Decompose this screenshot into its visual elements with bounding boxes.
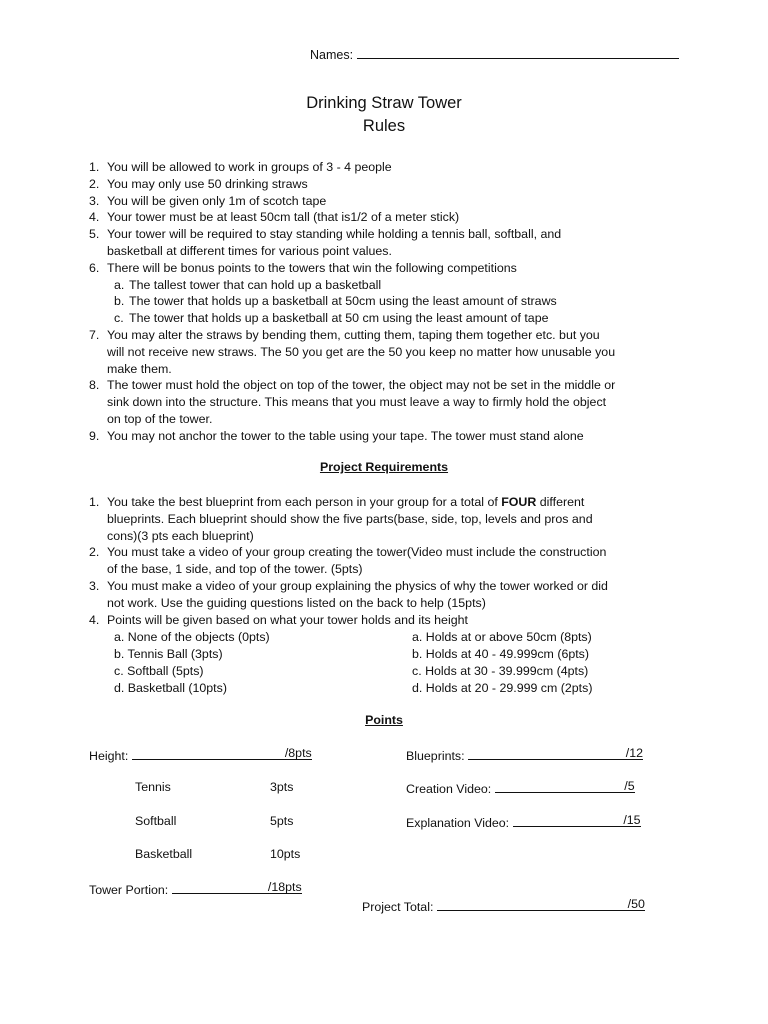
basketball-points: 10pts [270,847,301,861]
tower-portion-max: /18pts [267,880,302,894]
rule-item: 7. You may alter the straws by bending them, cutting them, taping them together etc. but you will not receive new straws. The 50 you get are the 50 you keep no matter how unusable you make them. [89,327,616,376]
height-score-field [89,747,312,763]
requirement-item: 3. You must make a video of your group explaining the physics of why the tower worked or did not work. Use the guiding questions listed on the back to help (15pts) [89,578,608,610]
rule-item: 2. You may only use 50 drinking straws [89,176,308,191]
tower-portion-field [89,881,302,897]
tower-portion-blank [172,881,302,894]
explanation-video-max: /15 [623,813,641,827]
blueprints-label: Blueprints: [406,749,465,763]
object-option: a. None of the objects (0pts) [114,630,270,644]
tower-portion-label: Tower Portion: [89,883,169,897]
four-emphasis: FOUR [501,495,537,509]
height-blank [132,747,312,760]
rule-item: 5. Your tower will be required to stay standing while holding a tennis ball, softball, and basketball at different times for various point values. [89,227,562,258]
creation-video-label: Creation Video: [406,782,492,796]
object-option: b. Tennis Ball (3pts) [114,647,223,661]
height-option: d. Holds at 20 - 29.999 cm (2pts) [412,681,593,695]
softball-points: 5pts [270,814,294,828]
tennis-points: 3pts [270,780,294,794]
page-subtitle: Rules [362,117,406,135]
names-label: Names: [310,48,354,62]
rule-item: 3. You will be given only 1m of scotch tape [89,193,327,208]
height-label: Height: [89,749,129,763]
explanation-video-field [406,814,641,830]
softball-label: Softball [135,814,177,828]
object-option: d. Basketball (10pts) [114,681,227,695]
scoring-columns [114,629,634,697]
bonus-item: c. The tower that holds up a basketball at 50 cm using the least amount of tape [114,311,549,326]
tennis-label: Tennis [135,780,171,794]
rule-item: 8. The tower must hold the object on top of the tower, the object may not be set in the middle or sink down into the structure. This means that you must leave a way to firmly hold the object on top of the tower. [89,378,616,426]
names-blank-line [357,46,679,59]
height-option: c. Holds at 30 - 39.999cm (4pts) [412,664,589,678]
blueprints-blank [468,747,643,760]
bonus-item: b. The tower that holds up a basketball at 50cm using the least amount of straws [114,294,557,309]
requirements-list [89,494,729,628]
bonus-item: a. The tallest tower that can hold up a basketball [114,277,382,292]
project-total-blank [437,898,645,911]
creation-video-field [406,780,635,796]
rule-item: 4. Your tower must be at least 50cm tall (that is1/2 of a meter stick) [89,210,460,225]
rules-list [89,159,729,445]
explanation-video-label: Explanation Video: [406,816,510,830]
explanation-video-blank [513,814,641,827]
requirements-heading: Project Requirements [319,460,449,474]
rule-item: 1. You will be allowed to work in groups of 3 - 4 people [89,160,392,174]
names-field [310,46,679,62]
project-total-field [362,898,645,914]
height-option: a. Holds at or above 50cm (8pts) [412,630,592,644]
requirement-item: 2. You must take a video of your group creating the tower(Video must include the construction of the base, 1 side, and top of the tower. (5pts) [89,545,607,577]
basketball-label: Basketball [135,847,193,861]
requirement-item: 1. You take the best blueprint from each person in your group for a total of FOUR different blueprints. Each blueprint should show the five parts(base, side, top, levels and pros and cons)(3 pts each blueprint) [89,495,593,543]
creation-video-blank [495,780,635,793]
bonus-list [107,277,729,327]
project-total-max: /50 [627,897,645,911]
blueprints-score-field [406,747,643,763]
rule-item: 6. There will be bonus points to the towers that win the following competitions a. The tallest tower that can hold up a basketball b. The tower that holds up a basketball at 50cm using the least amount of straws c. The tower that holds up a basketball at 50 cm using the least amount of tape [89,260,729,327]
requirement-item: 4. Points will be given based on what your tower holds and its height [89,612,468,627]
points-heading: Points [365,713,403,727]
blueprints-max: /12 [625,746,643,760]
rule-item: 9. You may not anchor the tower to the table using your tape. The tower must stand alone [89,428,584,443]
height-option: b. Holds at 40 - 49.999cm (6pts) [412,647,589,661]
page-title: Drinking Straw Tower [306,94,462,112]
height-max: /8pts [284,746,312,760]
creation-video-max: /5 [624,779,635,793]
project-total-label: Project Total: [362,900,434,914]
object-option: c. Softball (5pts) [114,664,204,678]
